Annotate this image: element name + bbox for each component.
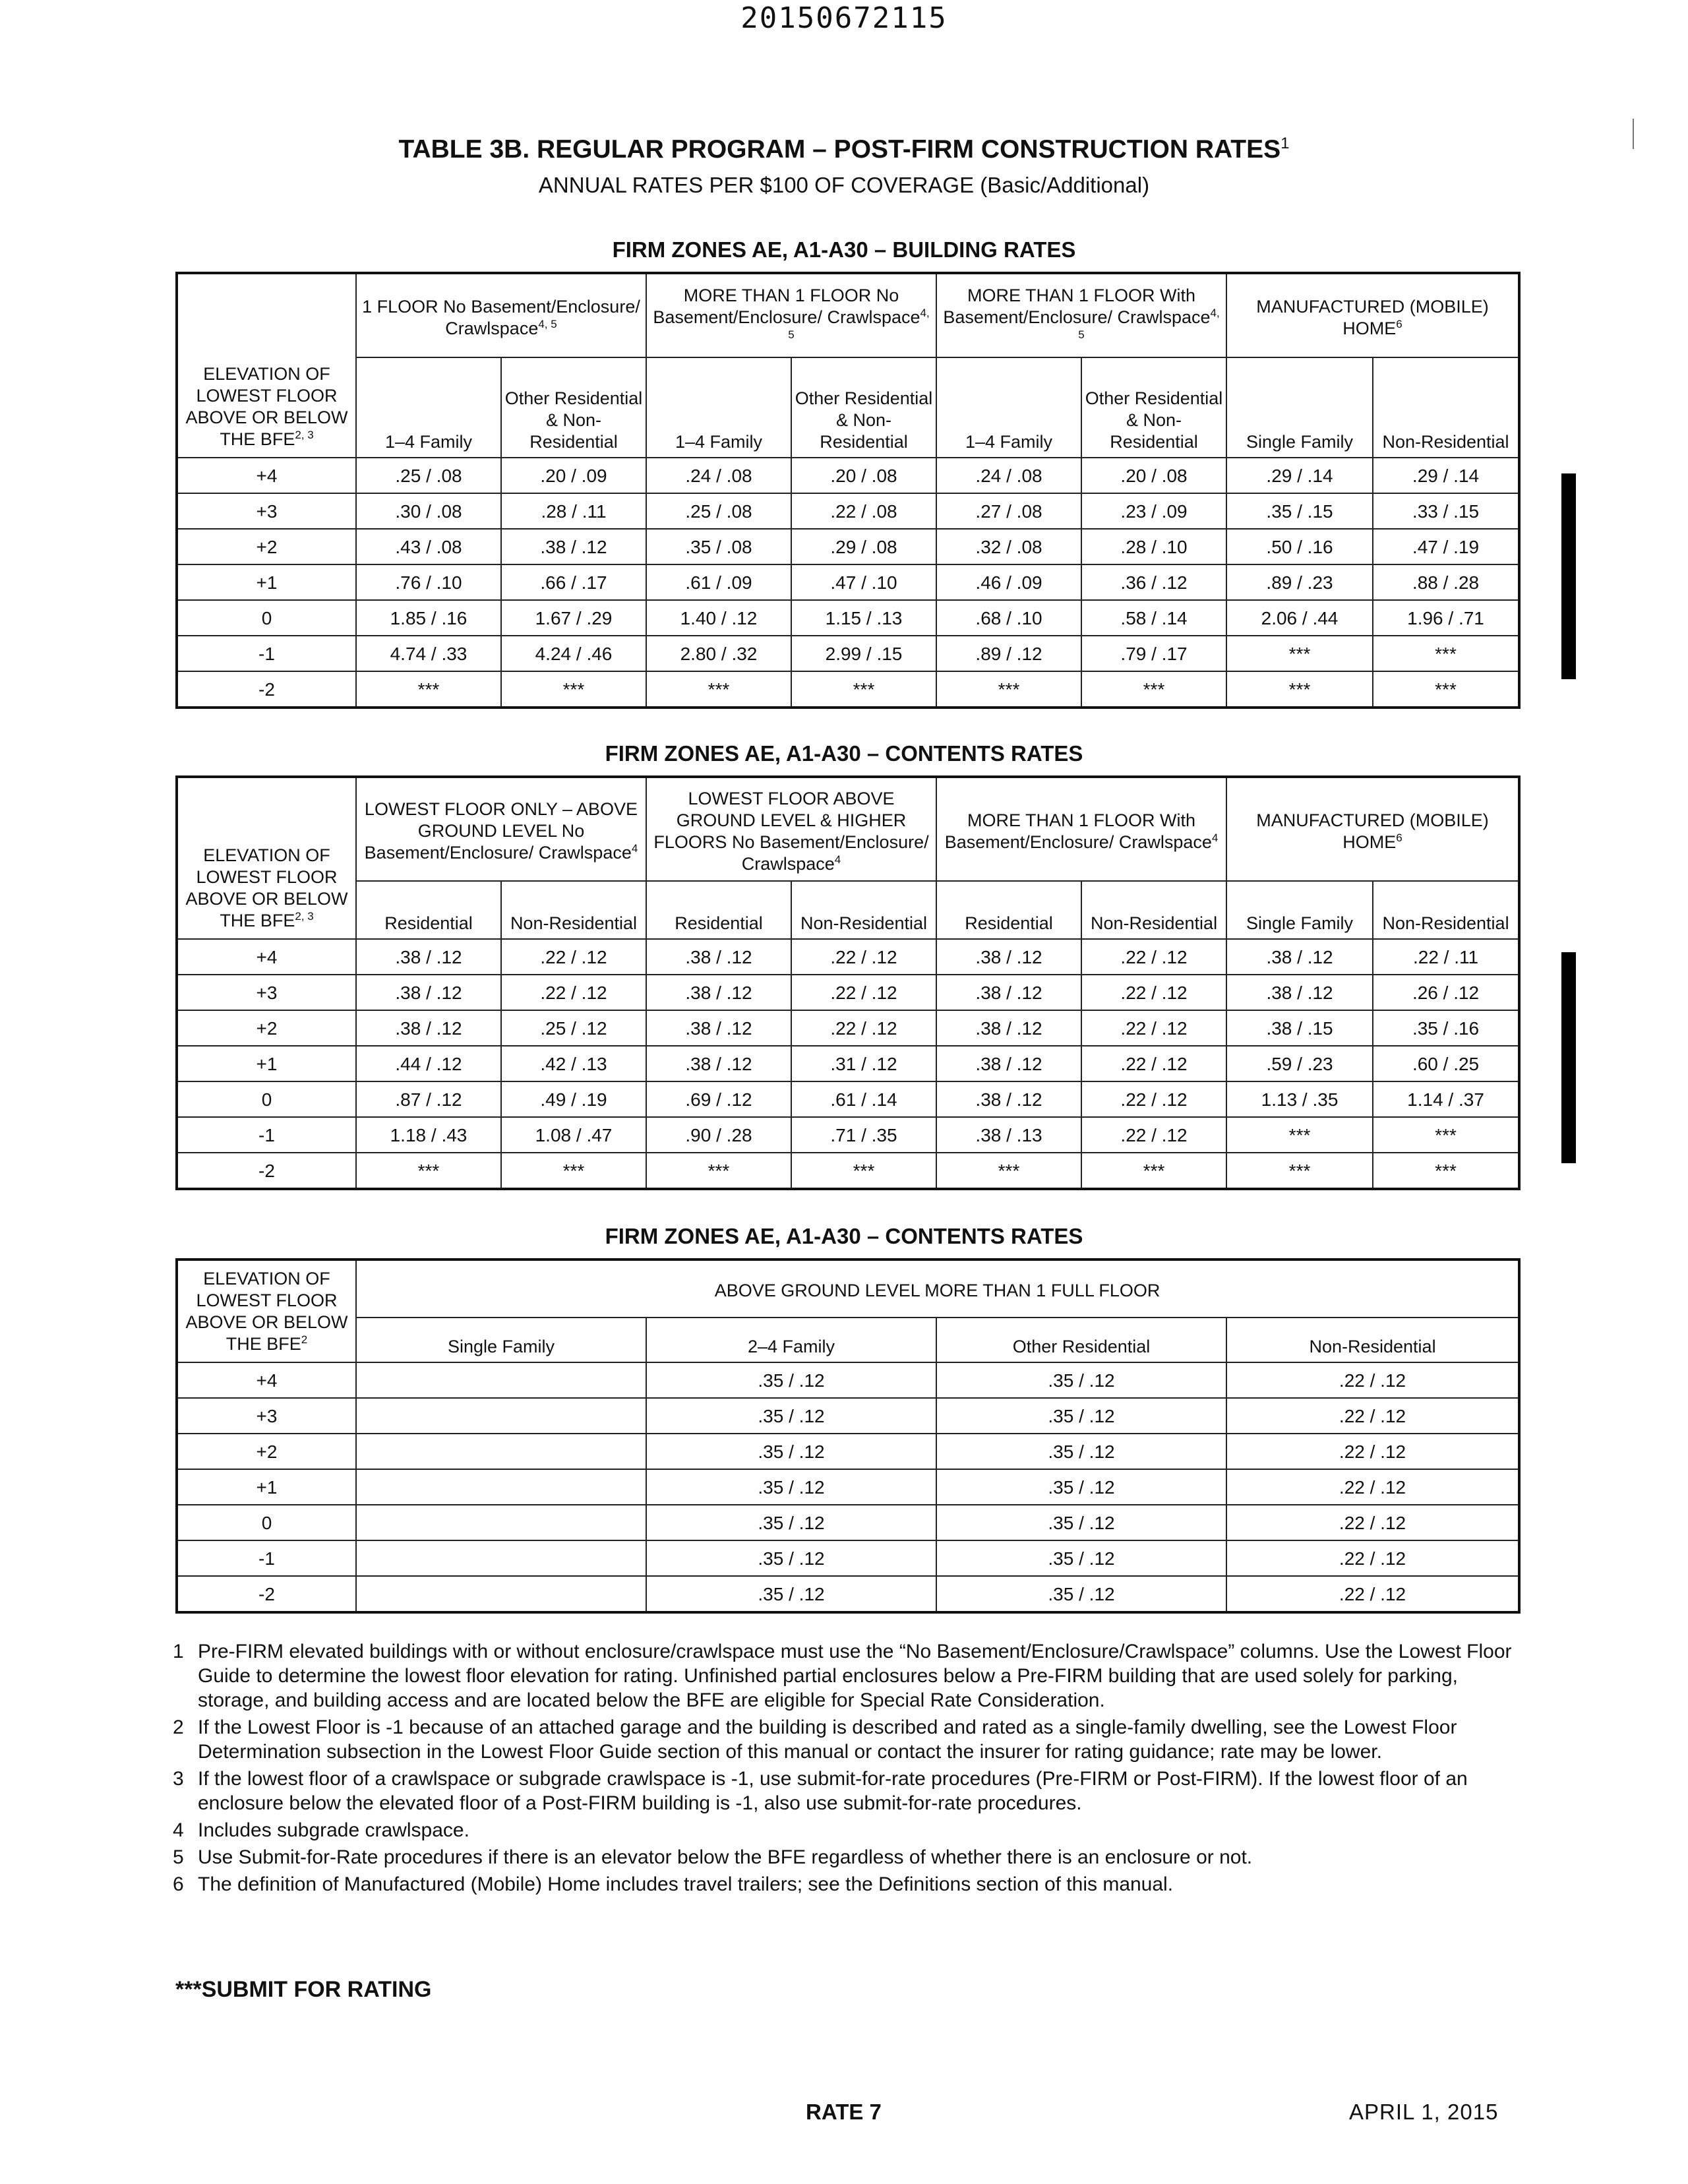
- table-row: [177, 1362, 1519, 1398]
- rate-cell: .25 / .12: [501, 1010, 646, 1046]
- rate-cell: .69 / .12: [646, 1081, 791, 1117]
- elevation-cell: -2: [177, 1576, 356, 1612]
- rate-cell: .38 / .12: [356, 1010, 501, 1046]
- rate-cell: .87 / .12: [356, 1081, 501, 1117]
- rate-cell: .20 / .09: [501, 458, 646, 493]
- rate-cell: .24 / .08: [936, 458, 1081, 493]
- elevation-cell: -1: [177, 1117, 356, 1153]
- rate-cell: .35 / .12: [936, 1362, 1226, 1398]
- rate-cell: .35 / .16: [1373, 1010, 1519, 1046]
- rate-cell: .35 / .12: [646, 1434, 936, 1469]
- elevation-cell: 0: [177, 1081, 356, 1117]
- rate-cell: 2.06 / .44: [1226, 600, 1373, 636]
- rate-cell: .22 / .12: [1226, 1362, 1519, 1398]
- rate-cell: .61 / .14: [791, 1081, 936, 1117]
- table-row: [177, 1469, 1519, 1505]
- subcolumn-header: Non-Residential: [791, 881, 936, 939]
- elevation-cell: +2: [177, 1010, 356, 1046]
- subcolumn-header: Non-Residential: [1081, 881, 1226, 939]
- subcolumn-header: Residential: [356, 881, 501, 939]
- scan-margin-bar: [1561, 952, 1576, 1163]
- rate-cell: .89 / .23: [1226, 564, 1373, 600]
- elevation-cell: +1: [177, 1046, 356, 1081]
- elevation-cell: -1: [177, 1540, 356, 1576]
- rate-cell: .68 / .10: [936, 600, 1081, 636]
- rate-cell: .35 / .08: [646, 529, 791, 564]
- rate-cell: .36 / .12: [1081, 564, 1226, 600]
- rate-cell: .22 / .12: [791, 975, 936, 1010]
- rate-cell: .38 / .12: [936, 975, 1081, 1010]
- rate-cell: ***: [1081, 671, 1226, 708]
- rate-cell: .35 / .12: [646, 1540, 936, 1576]
- rate-cell: .30 / .08: [356, 493, 501, 529]
- table-row: [177, 671, 1519, 708]
- rate-cell: .46 / .09: [936, 564, 1081, 600]
- rate-cell: .35 / .12: [646, 1576, 936, 1612]
- group-header: MANUFACTURED (MOBILE) HOME$^6$: [1226, 273, 1519, 357]
- subcolumn-header: Other Residential & Non-Residential: [1081, 357, 1226, 458]
- rate-cell: ***: [1081, 1153, 1226, 1189]
- rate-cell: ***: [791, 1153, 936, 1189]
- subcolumn-header: Single Family: [356, 1318, 646, 1362]
- rate-cell: ***: [936, 671, 1081, 708]
- group-header: ABOVE GROUND LEVEL MORE THAN 1 FULL FLOOR: [356, 1259, 1519, 1318]
- rate-cell: .49 / .19: [501, 1081, 646, 1117]
- rate-cell: .22 / .12: [1226, 1469, 1519, 1505]
- footnote-number: 3: [173, 1768, 184, 1790]
- rate-cell: .58 / .14: [1081, 600, 1226, 636]
- rate-cell: ***: [501, 1153, 646, 1189]
- rate-cell: .31 / .12: [791, 1046, 936, 1081]
- rate-cell: .22 / .12: [1226, 1540, 1519, 1576]
- rate-cell: ***: [356, 1153, 501, 1189]
- document-number: 20150672115: [740, 1, 948, 35]
- subcolumn-header: Non-Residential: [1373, 881, 1519, 939]
- rate-cell: .29 / .14: [1226, 458, 1373, 493]
- footnote-text: If the lowest floor of a crawlspace or subgrade crawlspace is -1, use submit-for-rate procedures (Pre-FIRM or Post-FIRM). If the lowest floor of an enclosure below the elevated floor of a Post-FIRM building is -1, also use submit-for-rate procedures.: [198, 1768, 1468, 1814]
- rate-cell: 1.15 / .13: [791, 600, 936, 636]
- rate-cell: ***: [646, 671, 791, 708]
- rate-cell: .20 / .08: [791, 458, 936, 493]
- footnote-number: 6: [173, 1873, 184, 1895]
- table-row: [177, 1540, 1519, 1576]
- rate-cell: .25 / .08: [356, 458, 501, 493]
- footnote-number: 4: [173, 1819, 184, 1841]
- group-header: MORE THAN 1 FLOOR No Basement/Enclosure/ Crawlspace$^{4, 5}$: [646, 273, 936, 357]
- rate-cell: ***: [501, 671, 646, 708]
- elevation-cell: +3: [177, 975, 356, 1010]
- rate-cell: ***: [936, 1153, 1081, 1189]
- rate-cell: .61 / .09: [646, 564, 791, 600]
- rate-cell: .32 / .08: [936, 529, 1081, 564]
- group-header: LOWEST FLOOR ABOVE GROUND LEVEL & HIGHER FLOORS No Basement/Enclosure/ Crawlspace$^4$: [646, 777, 936, 881]
- subcolumn-header: Non-Residential: [1373, 357, 1519, 458]
- elevation-cell: 0: [177, 600, 356, 636]
- footnote-text: Pre-FIRM elevated buildings with or without enclosure/crawlspace must use the “No Basement/Enclosure/Crawlspace” columns. Use the Lowest Floor Guide to determine the lowest floor elevation for rating. Unfinished partial enclosures below a Pre-FIRM building that are used solely for parking, storage, and building access and are located below the BFE are eligible for Special Rate Consideration.: [198, 1641, 1512, 1711]
- rate-cell: .47 / .10: [791, 564, 936, 600]
- rate-cell: ***: [1373, 636, 1519, 671]
- rate-cell: ***: [1226, 1117, 1373, 1153]
- table-row: [177, 1505, 1519, 1540]
- footnotes: [173, 1639, 1531, 1899]
- group-header: MORE THAN 1 FLOOR With Basement/Enclosure/ Crawlspace$^{4, 5}$: [936, 273, 1226, 357]
- rate-cell: .76 / .10: [356, 564, 501, 600]
- footnote: [173, 1818, 1531, 1842]
- elevation-header: ELEVATION OF LOWEST FLOOR ABOVE OR BELOW THE BFE$^{2, 3}$: [177, 777, 356, 939]
- rate-cell: .22 / .11: [1373, 939, 1519, 975]
- rate-cell: .22 / .12: [1081, 1081, 1226, 1117]
- rate-cell: .35 / .12: [936, 1469, 1226, 1505]
- rate-cell: .88 / .28: [1373, 564, 1519, 600]
- rate-cell: .22 / .12: [791, 939, 936, 975]
- rate-cell: ***: [1373, 1117, 1519, 1153]
- rate-cell: .22 / .12: [1226, 1434, 1519, 1469]
- rate-cell: .24 / .08: [646, 458, 791, 493]
- elevation-header: ELEVATION OF LOWEST FLOOR ABOVE OR BELOW THE BFE$^{2, 3}$: [177, 273, 356, 458]
- revision-date: APRIL 1, 2015: [1349, 2100, 1499, 2124]
- rate-cell: .38 / .12: [936, 1046, 1081, 1081]
- rate-cell: .22 / .12: [501, 939, 646, 975]
- elevation-cell: +3: [177, 493, 356, 529]
- rate-cell: 2.80 / .32: [646, 636, 791, 671]
- table-row: [177, 1153, 1519, 1189]
- table-row: [177, 1046, 1519, 1081]
- rate-cell: 2.99 / .15: [791, 636, 936, 671]
- submit-for-rating-note: ***SUBMIT FOR RATING: [175, 1977, 432, 2002]
- footnote: [173, 1715, 1531, 1764]
- scan-margin-tick: [1633, 119, 1634, 149]
- table-row: [177, 939, 1519, 975]
- rate-cell: 1.67 / .29: [501, 600, 646, 636]
- table-title: [0, 135, 1688, 164]
- rate-cell: .35 / .12: [646, 1398, 936, 1434]
- table-row: [177, 493, 1519, 529]
- elevation-cell: +3: [177, 1398, 356, 1434]
- rate-cell: .35 / .12: [936, 1576, 1226, 1612]
- rate-cell: [356, 1505, 646, 1540]
- rate-cell: .38 / .15: [1226, 1010, 1373, 1046]
- rate-cell: 1.96 / .71: [1373, 600, 1519, 636]
- group-header: MORE THAN 1 FLOOR With Basement/Enclosure/ Crawlspace$^4$: [936, 777, 1226, 881]
- rate-cell: [356, 1434, 646, 1469]
- rate-cell: .22 / .12: [1081, 939, 1226, 975]
- table-row: [177, 1117, 1519, 1153]
- footnote: [173, 1872, 1531, 1896]
- elevation-header: ELEVATION OF LOWEST FLOOR ABOVE OR BELOW THE BFE$^2$: [177, 1259, 356, 1362]
- subcolumn-header: Residential: [936, 881, 1081, 939]
- rate-cell: .29 / .14: [1373, 458, 1519, 493]
- subcolumn-header: Other Residential: [936, 1318, 1226, 1362]
- subcolumn-header: Residential: [646, 881, 791, 939]
- elevation-cell: +1: [177, 564, 356, 600]
- rate-cell: ***: [1226, 636, 1373, 671]
- rate-cell: .20 / .08: [1081, 458, 1226, 493]
- rate-cell: ***: [646, 1153, 791, 1189]
- footnote-number: 5: [173, 1846, 184, 1868]
- rate-cell: .38 / .12: [936, 1010, 1081, 1046]
- rate-cell: .26 / .12: [1373, 975, 1519, 1010]
- page-label: RATE 7: [806, 2100, 882, 2124]
- contents-rates-heading-2: FIRM ZONES AE, A1-A30 – CONTENTS RATES: [605, 1224, 1083, 1248]
- rate-cell: .35 / .12: [936, 1434, 1226, 1469]
- rate-cell: .89 / .12: [936, 636, 1081, 671]
- footnote-text: Use Submit-for-Rate procedures if there is an elevator below the BFE regardless of whether there is an enclosure or not.: [198, 1846, 1253, 1868]
- table-row: [177, 1398, 1519, 1434]
- rate-cell: .44 / .12: [356, 1046, 501, 1081]
- rate-cell: .25 / .08: [646, 493, 791, 529]
- rate-cell: ***: [1226, 671, 1373, 708]
- footnote-number: 2: [173, 1716, 184, 1738]
- rate-cell: .22 / .12: [791, 1010, 936, 1046]
- rate-cell: 1.18 / .43: [356, 1117, 501, 1153]
- rate-cell: .38 / .12: [356, 939, 501, 975]
- rate-cell: .23 / .09: [1081, 493, 1226, 529]
- rate-cell: .38 / .12: [356, 975, 501, 1010]
- table-row: [177, 600, 1519, 636]
- contents-rates-table-2: [175, 1258, 1521, 1614]
- rate-cell: .22 / .12: [501, 975, 646, 1010]
- rate-cell: .35 / .12: [936, 1540, 1226, 1576]
- subcolumn-header: 1–4 Family: [356, 357, 501, 458]
- building-rates-table: [175, 272, 1521, 709]
- rate-cell: ***: [1373, 671, 1519, 708]
- subcolumn-header: Non-Residential: [1226, 1318, 1519, 1362]
- rate-cell: .35 / .12: [646, 1505, 936, 1540]
- rate-cell: .22 / .12: [1081, 975, 1226, 1010]
- rate-cell: .38 / .13: [936, 1117, 1081, 1153]
- rate-cell: .22 / .12: [1081, 1117, 1226, 1153]
- subcolumn-header: Single Family: [1226, 881, 1373, 939]
- rate-cell: .22 / .12: [1081, 1046, 1226, 1081]
- group-header: MANUFACTURED (MOBILE) HOME$^6$: [1226, 777, 1519, 881]
- rate-cell: 1.85 / .16: [356, 600, 501, 636]
- rate-cell: .38 / .12: [1226, 975, 1373, 1010]
- rate-cell: .35 / .12: [936, 1398, 1226, 1434]
- rate-cell: [356, 1362, 646, 1398]
- rate-cell: .38 / .12: [1226, 939, 1373, 975]
- rate-cell: ***: [1373, 1153, 1519, 1189]
- rate-cell: ***: [791, 671, 936, 708]
- rate-cell: .38 / .12: [936, 939, 1081, 975]
- rate-cell: .43 / .08: [356, 529, 501, 564]
- rate-cell: [356, 1469, 646, 1505]
- group-header: 1 FLOOR No Basement/Enclosure/ Crawlspace$^{4, 5}$: [356, 273, 646, 357]
- table-row: [177, 564, 1519, 600]
- group-header: LOWEST FLOOR ONLY – ABOVE GROUND LEVEL No Basement/Enclosure/ Crawlspace$^4$: [356, 777, 646, 881]
- rate-cell: .22 / .12: [1226, 1398, 1519, 1434]
- rate-cell: 1.14 / .37: [1373, 1081, 1519, 1117]
- contents-rates-heading: FIRM ZONES AE, A1-A30 – CONTENTS RATES: [605, 741, 1083, 766]
- elevation-cell: -2: [177, 1153, 356, 1189]
- elevation-cell: +2: [177, 1434, 356, 1469]
- subcolumn-header: Other Residential & Non-Residential: [791, 357, 936, 458]
- elevation-cell: 0: [177, 1505, 356, 1540]
- rate-cell: 1.13 / .35: [1226, 1081, 1373, 1117]
- rate-cell: .22 / .12: [1226, 1505, 1519, 1540]
- elevation-cell: +4: [177, 1362, 356, 1398]
- rate-cell: 4.24 / .46: [501, 636, 646, 671]
- footnote-text: If the Lowest Floor is -1 because of an attached garage and the building is described and rated as a single-family dwelling, see the Lowest Floor Determination subsection in the Lowest Floor Guide section of this manual or contact the insurer for rating guidance; rate may be lower.: [198, 1716, 1457, 1763]
- table-row: [177, 636, 1519, 671]
- rate-cell: .90 / .28: [646, 1117, 791, 1153]
- scan-margin-bar: [1561, 473, 1576, 679]
- rate-cell: ***: [356, 671, 501, 708]
- rate-cell: .28 / .11: [501, 493, 646, 529]
- rate-cell: .38 / .12: [646, 939, 791, 975]
- table-row: [177, 1081, 1519, 1117]
- elevation-cell: -1: [177, 636, 356, 671]
- elevation-cell: +4: [177, 939, 356, 975]
- subcolumn-header: 1–4 Family: [936, 357, 1081, 458]
- table-row: [177, 529, 1519, 564]
- rate-cell: .35 / .12: [646, 1362, 936, 1398]
- rate-cell: [356, 1576, 646, 1612]
- table-row: [177, 975, 1519, 1010]
- footnote: [173, 1639, 1531, 1713]
- rate-cell: .28 / .10: [1081, 529, 1226, 564]
- rate-cell: .66 / .17: [501, 564, 646, 600]
- rate-cell: .35 / .12: [646, 1469, 936, 1505]
- rate-cell: .38 / .12: [646, 1010, 791, 1046]
- rate-cell: .38 / .12: [501, 529, 646, 564]
- rate-cell: .60 / .25: [1373, 1046, 1519, 1081]
- subcolumn-header: Non-Residential: [501, 881, 646, 939]
- subcolumn-header: 2–4 Family: [646, 1318, 936, 1362]
- rate-cell: 4.74 / .33: [356, 636, 501, 671]
- elevation-cell: +2: [177, 529, 356, 564]
- elevation-cell: -2: [177, 671, 356, 708]
- rate-cell: 1.40 / .12: [646, 600, 791, 636]
- rate-cell: .33 / .15: [1373, 493, 1519, 529]
- subcolumn-header: Other Residential & Non-Residential: [501, 357, 646, 458]
- rate-cell: .50 / .16: [1226, 529, 1373, 564]
- footnote: [173, 1845, 1531, 1869]
- rate-cell: .29 / .08: [791, 529, 936, 564]
- rate-cell: [356, 1398, 646, 1434]
- rate-cell: .38 / .12: [646, 975, 791, 1010]
- rate-cell: .71 / .35: [791, 1117, 936, 1153]
- table-row: [177, 1010, 1519, 1046]
- table-row: [177, 458, 1519, 493]
- rate-cell: [356, 1540, 646, 1576]
- table-row: [177, 1576, 1519, 1612]
- elevation-cell: +1: [177, 1469, 356, 1505]
- subcolumn-header: 1–4 Family: [646, 357, 791, 458]
- footnote-text: The definition of Manufactured (Mobile) Home includes travel trailers; see the Definitions section of this manual.: [198, 1873, 1174, 1895]
- rate-cell: .35 / .15: [1226, 493, 1373, 529]
- rate-cell: .35 / .12: [936, 1505, 1226, 1540]
- rate-cell: .22 / .08: [791, 493, 936, 529]
- rate-cell: .47 / .19: [1373, 529, 1519, 564]
- table-title-text: TABLE 3B. REGULAR PROGRAM – POST-FIRM CONSTRUCTION RATES: [398, 135, 1281, 164]
- rate-cell: .42 / .13: [501, 1046, 646, 1081]
- elevation-cell: +4: [177, 458, 356, 493]
- contents-rates-table: [175, 775, 1521, 1190]
- table-title-footnote-ref: 1: [1281, 135, 1290, 152]
- rate-cell: .22 / .12: [1081, 1010, 1226, 1046]
- rate-cell: .27 / .08: [936, 493, 1081, 529]
- rate-cell: 1.08 / .47: [501, 1117, 646, 1153]
- building-rates-heading: FIRM ZONES AE, A1-A30 – BUILDING RATES: [612, 237, 1076, 262]
- table-row: [177, 1434, 1519, 1469]
- rate-cell: .38 / .12: [936, 1081, 1081, 1117]
- footnote: [173, 1767, 1531, 1815]
- rate-cell: .59 / .23: [1226, 1046, 1373, 1081]
- rate-cell: .79 / .17: [1081, 636, 1226, 671]
- rate-cell: ***: [1226, 1153, 1373, 1189]
- subcolumn-header: Single Family: [1226, 357, 1373, 458]
- table-subtitle: ANNUAL RATES PER $100 OF COVERAGE (Basic/Additional): [538, 173, 1150, 197]
- rate-cell: .22 / .12: [1226, 1576, 1519, 1612]
- rate-cell: .38 / .12: [646, 1046, 791, 1081]
- footnote-number: 1: [173, 1641, 184, 1662]
- footnote-text: Includes subgrade crawlspace.: [198, 1819, 469, 1841]
